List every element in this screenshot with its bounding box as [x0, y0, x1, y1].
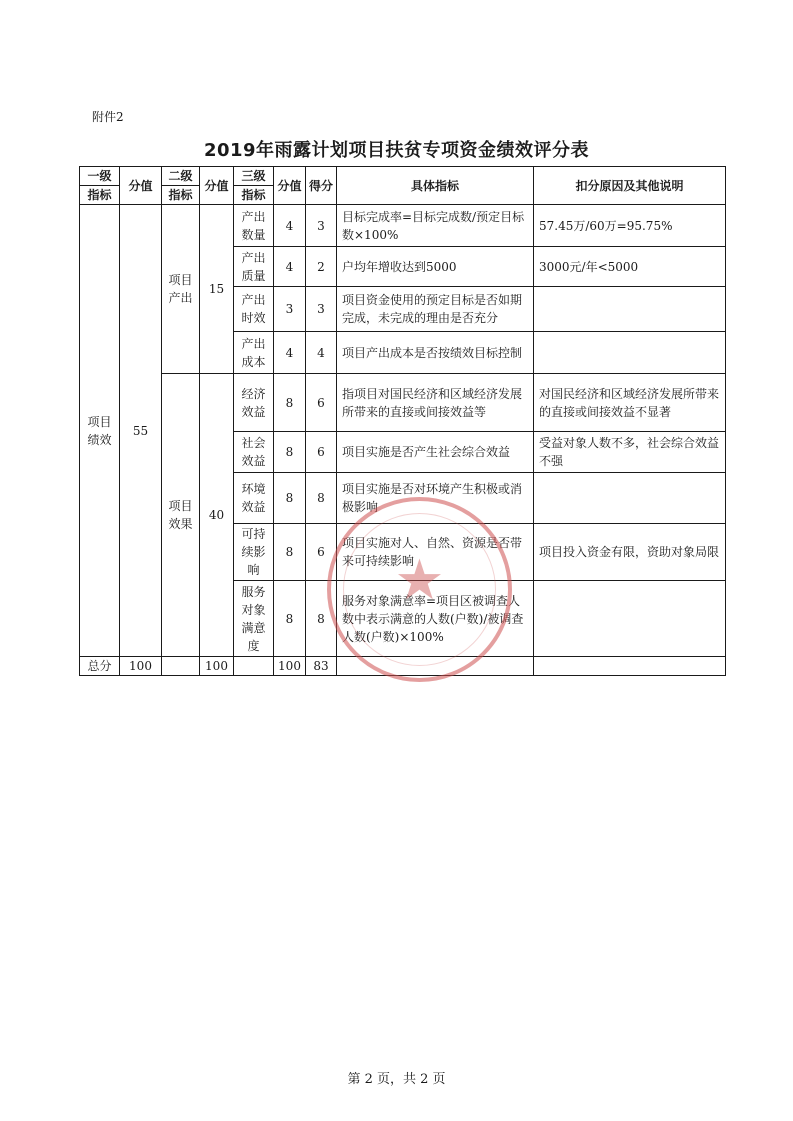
level3-indicator-name: 可持续影响	[234, 524, 274, 581]
page-number: 第 2 页，共 2 页	[347, 1072, 446, 1087]
level3-indicator-score: 8	[274, 524, 306, 581]
level3-indicator-score: 4	[274, 205, 306, 247]
level2-indicator-name: 项目产出	[162, 205, 200, 374]
level1-indicator-score: 55	[120, 205, 162, 657]
seal-star-icon: ★	[394, 548, 445, 613]
obtained-score: 8	[306, 473, 337, 524]
level3-indicator-score: 3	[274, 287, 306, 332]
level2-indicator-score: 40	[200, 374, 234, 657]
level3-indicator-name: 产出时效	[234, 287, 274, 332]
level3-indicator-score: 4	[274, 247, 306, 287]
total-level3-empty	[234, 657, 274, 676]
obtained-score: 6	[306, 374, 337, 432]
total-level3-score: 100	[274, 657, 306, 676]
obtained-score: 4	[306, 332, 337, 374]
level2-indicator-name: 项目效果	[162, 374, 200, 657]
deduction-note	[534, 287, 726, 332]
specific-indicator-text: 项目实施对人、自然、资源是否带来可持续影响	[337, 524, 534, 581]
total-level2-empty	[162, 657, 200, 676]
level3-indicator-score: 8	[274, 473, 306, 524]
total-note-empty	[534, 657, 726, 676]
level1-indicator-name: 项目绩效	[80, 205, 120, 657]
level3-indicator-name: 经济效益	[234, 374, 274, 432]
specific-indicator-text: 户均年增收达到5000	[337, 247, 534, 287]
deduction-note: 57.45万/60万=95.75%	[534, 205, 726, 247]
level3-indicator-score: 4	[274, 332, 306, 374]
obtained-score: 2	[306, 247, 337, 287]
level3-indicator-name: 社会效益	[234, 432, 274, 473]
deduction-note: 受益对象人数不多，社会综合效益不强	[534, 432, 726, 473]
level2-indicator-score: 15	[200, 205, 234, 374]
level3-indicator-name: 产出成本	[234, 332, 274, 374]
total-level1-score: 100	[120, 657, 162, 676]
specific-indicator-text: 目标完成率=目标完成数/预定目标数×100%	[337, 205, 534, 247]
level3-indicator-score: 8	[274, 581, 306, 657]
header-level2-line1: 二级	[162, 167, 200, 186]
header-level3-line2: 指标	[234, 186, 274, 205]
obtained-score: 8	[306, 581, 337, 657]
specific-indicator-text: 项目实施是否对环境产生积极或消极影响	[337, 473, 534, 524]
header-deduction-reason: 扣分原因及其他说明	[534, 167, 726, 205]
performance-score-table	[79, 166, 726, 676]
total-level2-score: 100	[200, 657, 234, 676]
header-level1-score: 分值	[120, 167, 162, 205]
header-level1-line1: 一级	[80, 167, 120, 186]
obtained-score: 6	[306, 524, 337, 581]
obtained-score: 6	[306, 432, 337, 473]
header-level3-line1: 三级	[234, 167, 274, 186]
total-label: 总分	[80, 657, 120, 676]
header-level2-score: 分值	[200, 167, 234, 205]
deduction-note	[534, 473, 726, 524]
level3-indicator-name: 服务对象满意度	[234, 581, 274, 657]
page-title: 2019年雨露计划项目扶贫专项资金绩效评分表	[203, 140, 590, 161]
total-obtained-score: 83	[306, 657, 337, 676]
obtained-score: 3	[306, 205, 337, 247]
level3-indicator-name: 产出数量	[234, 205, 274, 247]
header-level1-line2: 指标	[80, 186, 120, 205]
level3-indicator-name: 产出质量	[234, 247, 274, 287]
deduction-note: 项目投入资金有限，资助对象局限	[534, 524, 726, 581]
specific-indicator-text: 项目资金使用的预定目标是否如期完成，未完成的理由是否充分	[337, 287, 534, 332]
obtained-score: 3	[306, 287, 337, 332]
deduction-note	[534, 332, 726, 374]
level3-indicator-score: 8	[274, 374, 306, 432]
specific-indicator-text: 指项目对国民经济和区域经济发展所带来的直接或间接效益等	[337, 374, 534, 432]
specific-indicator-text: 服务对象满意率=项目区被调查人数中表示满意的人数(户数)/被调查人数(户数)×100%	[337, 581, 534, 657]
level3-indicator-score: 8	[274, 432, 306, 473]
header-level2-line2: 指标	[162, 186, 200, 205]
deduction-note: 3000元/年<5000	[534, 247, 726, 287]
header-level3-score: 分值	[274, 167, 306, 205]
specific-indicator-text: 项目产出成本是否按绩效目标控制	[337, 332, 534, 374]
header-specific-indicator: 具体指标	[337, 167, 534, 205]
total-indicator-empty	[337, 657, 534, 676]
specific-indicator-text: 项目实施是否产生社会综合效益	[337, 432, 534, 473]
level3-indicator-name: 环境效益	[234, 473, 274, 524]
attachment-label: 附件2	[92, 110, 124, 124]
deduction-note: 对国民经济和区域经济发展所带来的直接或间接效益不显著	[534, 374, 726, 432]
deduction-note	[534, 581, 726, 657]
header-obtained-score: 得分	[306, 167, 337, 205]
